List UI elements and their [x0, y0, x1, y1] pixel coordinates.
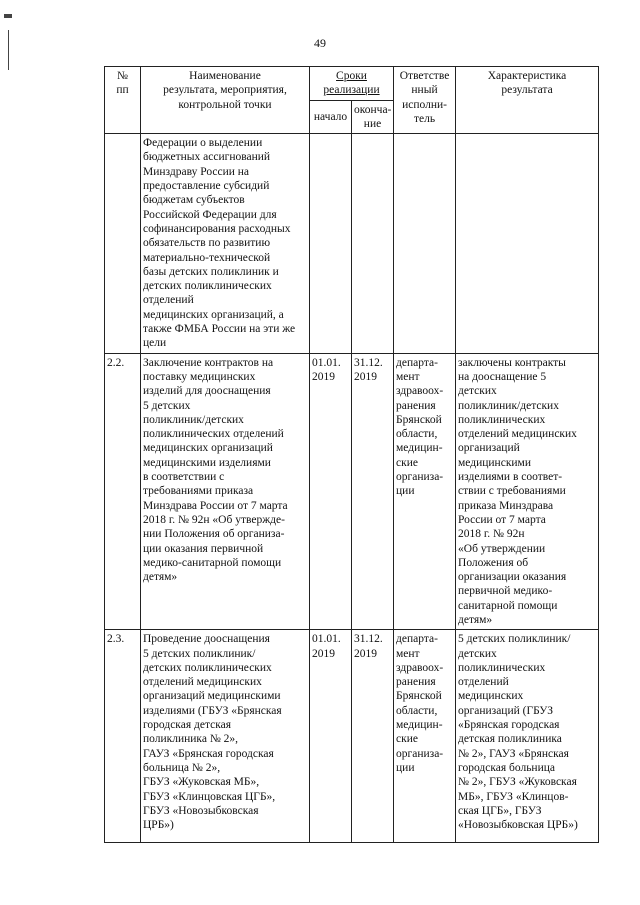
header-terms: Сроки реализации: [310, 67, 394, 101]
row-num: [105, 134, 141, 353]
row-responsible: [394, 134, 456, 353]
page-number: 49: [314, 36, 326, 50]
row-start: [310, 134, 352, 353]
row-end: 31.12. 2019: [352, 353, 394, 630]
plan-table: [104, 66, 599, 843]
header-start: начало: [310, 100, 352, 134]
row-name: Федерации о выделении бюджетных ассигнований Минздраву России на предоставление субсидий бюджетам субъектов Российской Федерации для софинансирования расходных обязательств по развитию материально-технической базы детских поликлиник и детских поликлинических отделений медицинских организаций, а также ФМБА России на эти же цели: [141, 134, 310, 353]
header-end: оконча- ние: [352, 100, 394, 134]
header-name: Наименование результата, мероприятия, контрольной точки: [141, 67, 310, 134]
table-row: [105, 630, 599, 843]
row-responsible: департа- мент здравоох- ранения Брянской области, медицин- ские организа- ции: [394, 353, 456, 630]
row-end: 31.12. 2019: [352, 630, 394, 843]
header-characteristic: Характеристика результата: [456, 67, 599, 134]
table-row: [105, 134, 599, 353]
row-characteristic: [456, 134, 599, 353]
header-num: № пп: [105, 67, 141, 134]
table-row: [105, 353, 599, 630]
row-characteristic: 5 детских поликлиник/ детских поликлинических отделений медицинских организаций (ГБУЗ «Брянская городская детская поликлиника № 2», ГАУЗ «Брянская городская больница № 2», ГБУЗ «Жуковская МБ», ГБУЗ «Клинцов- ская ЦГБ», ГБУЗ «Новозыбковская ЦРБ»): [456, 630, 599, 843]
row-end: [352, 134, 394, 353]
scan-mark-top: [4, 14, 12, 18]
row-start: 01.01. 2019: [310, 630, 352, 843]
row-characteristic: заключены контракты на дооснащение 5 детских поликлиник/детских поликлинических отделений медицинских организаций медицинскими изделиями в соответ- ствии с требованиями приказа Минздрава России от 7 марта 2018 г. № 92н «Об утверждении Положения об организации оказания первичной медико- санитарной помощи детям»: [456, 353, 599, 630]
header-responsible: Ответстве нный исполни- тель: [394, 67, 456, 134]
row-name: Проведение дооснащения 5 детских поликлиник/ детских поликлинических отделений медицинских организаций медицинскими изделиями (ГБУЗ «Брянская городская детская поликлиника № 2», ГАУЗ «Брянская городская больница № 2», ГБУЗ «Жуковская МБ», ГБУЗ «Клинцовская ЦГБ», ГБУЗ «Новозыбковская ЦРБ»): [141, 630, 310, 843]
row-num: 2.3.: [105, 630, 141, 843]
row-start: 01.01. 2019: [310, 353, 352, 630]
row-num: 2.2.: [105, 353, 141, 630]
row-responsible: департа- мент здравоох- ранения Брянской области, медицин- ские организа- ции: [394, 630, 456, 843]
row-name: Заключение контрактов на поставку медицинских изделий для дооснащения 5 детских поликлиник/детских поликлинических отделений медицинских организаций медицинскими изделиями в соответствии с требованиями приказа Минздрава России от 7 марта 2018 г. № 92н «Об утвержде- нии Положения об организа- ции оказания первичной медико-санитарной помощи детям»: [141, 353, 310, 630]
table-header-row: [105, 67, 599, 101]
